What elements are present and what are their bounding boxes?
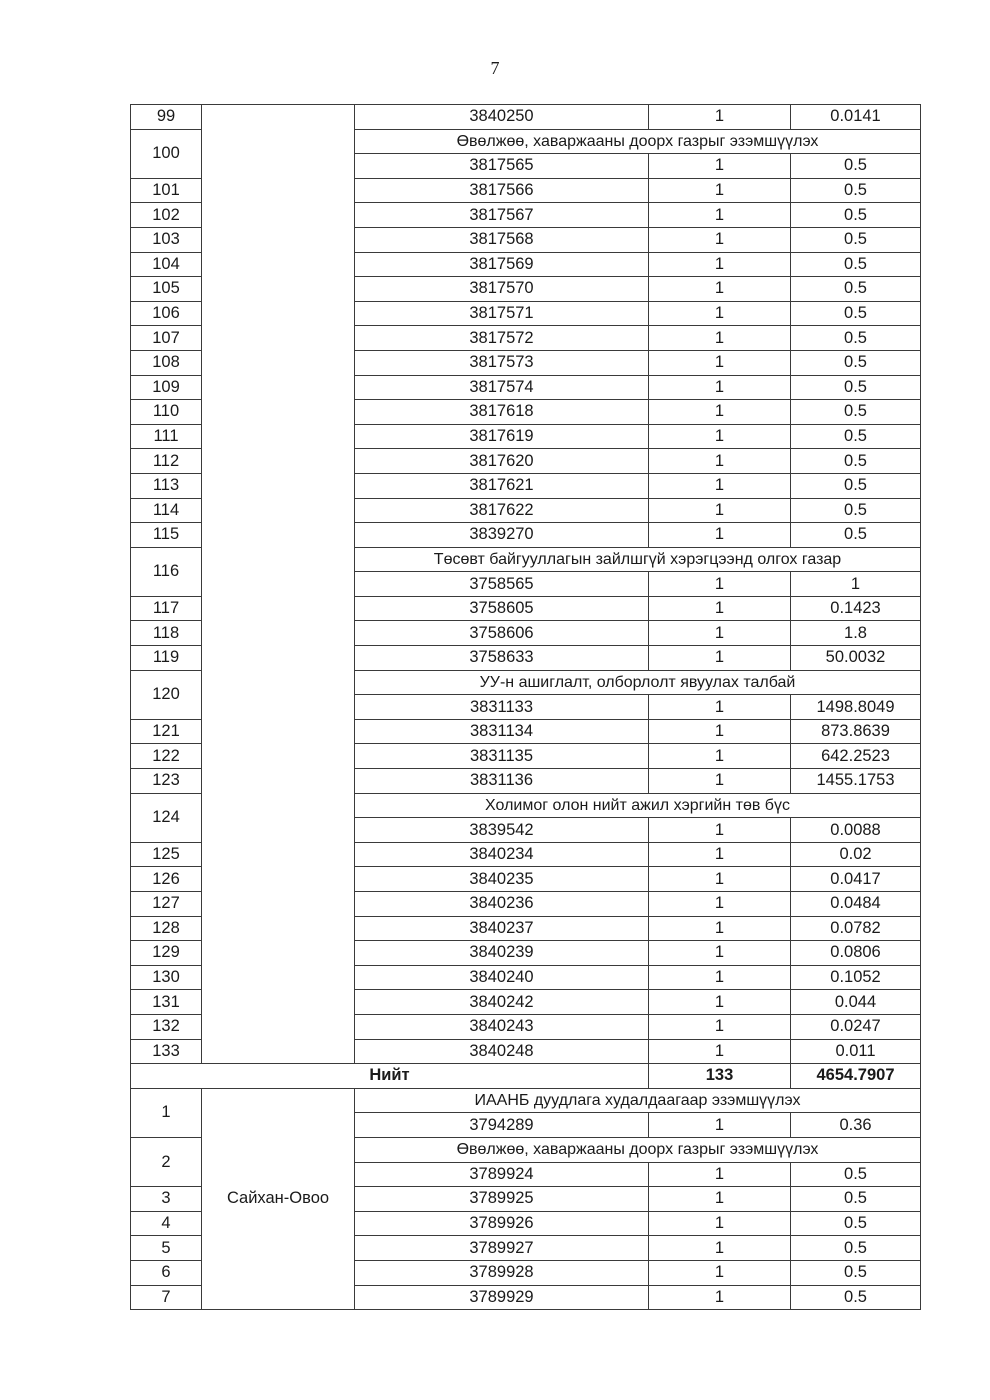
parcel-count: 1 — [649, 449, 791, 474]
parcel-count: 1 — [649, 277, 791, 302]
parcel-id: 3758565 — [355, 572, 649, 597]
parcel-count: 1 — [649, 1211, 791, 1236]
row-number: 117 — [131, 596, 202, 621]
parcel-count: 1 — [649, 473, 791, 498]
parcel-id: 3817570 — [355, 277, 649, 302]
parcel-id: 3817574 — [355, 375, 649, 400]
parcel-id: 3839542 — [355, 818, 649, 843]
category-header: ИААНБ дуудлага худалдаагаар эзэмшүүлэх — [355, 1088, 921, 1113]
parcel-area: 0.36 — [791, 1113, 921, 1138]
row-number: 118 — [131, 621, 202, 646]
parcel-count: 1 — [649, 1162, 791, 1187]
parcel-count: 1 — [649, 646, 791, 671]
parcel-id: 3840235 — [355, 867, 649, 892]
row-number: 113 — [131, 473, 202, 498]
district-name — [202, 105, 355, 1064]
parcel-area: 0.011 — [791, 1039, 921, 1064]
parcel-id: 3831133 — [355, 695, 649, 720]
land-register-table — [130, 104, 921, 1310]
category-header: Төсөвт байгууллагын зайлшгүй хэрэгцээнд олгох газар — [355, 547, 921, 572]
parcel-count: 1 — [649, 596, 791, 621]
parcel-area: 0.5 — [791, 424, 921, 449]
parcel-id: 3840234 — [355, 842, 649, 867]
parcel-area: 0.5 — [791, 154, 921, 179]
parcel-id: 3840243 — [355, 1014, 649, 1039]
parcel-area: 0.5 — [791, 301, 921, 326]
parcel-id: 3831134 — [355, 719, 649, 744]
row-number: 103 — [131, 227, 202, 252]
parcel-count: 1 — [649, 892, 791, 917]
row-number: 112 — [131, 449, 202, 474]
row-number: 6 — [131, 1260, 202, 1285]
parcel-id: 3831135 — [355, 744, 649, 769]
parcel-area: 0.0806 — [791, 941, 921, 966]
parcel-area: 0.5 — [791, 449, 921, 474]
parcel-id: 3817618 — [355, 400, 649, 425]
parcel-area: 1 — [791, 572, 921, 597]
parcel-count: 1 — [649, 621, 791, 646]
parcel-area: 0.5 — [791, 178, 921, 203]
row-number: 106 — [131, 301, 202, 326]
row-number: 114 — [131, 498, 202, 523]
parcel-area: 0.5 — [791, 523, 921, 548]
row-number: 129 — [131, 941, 202, 966]
row-number: 124 — [131, 793, 202, 842]
row-number: 115 — [131, 523, 202, 548]
row-number: 110 — [131, 400, 202, 425]
row-number: 4 — [131, 1211, 202, 1236]
parcel-id: 3789924 — [355, 1162, 649, 1187]
total-area: 4654.7907 — [791, 1064, 921, 1089]
parcel-id: 3817565 — [355, 154, 649, 179]
parcel-id: 3840240 — [355, 965, 649, 990]
parcel-id: 3817567 — [355, 203, 649, 228]
parcel-count: 1 — [649, 1285, 791, 1310]
row-number: 122 — [131, 744, 202, 769]
parcel-id: 3817571 — [355, 301, 649, 326]
row-number: 108 — [131, 350, 202, 375]
parcel-id: 3817572 — [355, 326, 649, 351]
parcel-count: 1 — [649, 842, 791, 867]
row-number: 100 — [131, 129, 202, 178]
parcel-count: 1 — [649, 1187, 791, 1212]
table-row — [131, 105, 921, 130]
parcel-id: 3758605 — [355, 596, 649, 621]
parcel-id: 3817566 — [355, 178, 649, 203]
row-number: 7 — [131, 1285, 202, 1310]
parcel-id: 3831136 — [355, 769, 649, 794]
row-number: 102 — [131, 203, 202, 228]
page-number: 7 — [490, 58, 500, 78]
parcel-area: 0.5 — [791, 252, 921, 277]
parcel-area: 0.5 — [791, 400, 921, 425]
parcel-area: 1455.1753 — [791, 769, 921, 794]
parcel-area: 0.02 — [791, 842, 921, 867]
parcel-area: 0.5 — [791, 350, 921, 375]
parcel-area: 0.1423 — [791, 596, 921, 621]
parcel-area: 0.5 — [791, 375, 921, 400]
total-count: 133 — [649, 1064, 791, 1089]
parcel-id: 3789927 — [355, 1236, 649, 1261]
parcel-count: 1 — [649, 350, 791, 375]
parcel-area: 0.5 — [791, 498, 921, 523]
row-number: 120 — [131, 670, 202, 719]
parcel-area: 0.5 — [791, 1285, 921, 1310]
parcel-id: 3817621 — [355, 473, 649, 498]
parcel-area: 0.5 — [791, 1211, 921, 1236]
row-number: 107 — [131, 326, 202, 351]
parcel-count: 1 — [649, 572, 791, 597]
parcel-area: 0.0141 — [791, 105, 921, 130]
total-row — [131, 1064, 921, 1089]
row-number: 131 — [131, 990, 202, 1015]
row-number: 99 — [131, 105, 202, 130]
parcel-area: 0.1052 — [791, 965, 921, 990]
row-number: 104 — [131, 252, 202, 277]
parcel-area: 1.8 — [791, 621, 921, 646]
parcel-count: 1 — [649, 154, 791, 179]
parcel-id: 3840242 — [355, 990, 649, 1015]
parcel-id: 3840250 — [355, 105, 649, 130]
parcel-area: 1498.8049 — [791, 695, 921, 720]
parcel-count: 1 — [649, 326, 791, 351]
parcel-id: 3817622 — [355, 498, 649, 523]
parcel-area: 642.2523 — [791, 744, 921, 769]
parcel-count: 1 — [649, 990, 791, 1015]
parcel-count: 1 — [649, 769, 791, 794]
parcel-id: 3789926 — [355, 1211, 649, 1236]
parcel-count: 1 — [649, 695, 791, 720]
parcel-id: 3840236 — [355, 892, 649, 917]
parcel-id: 3817620 — [355, 449, 649, 474]
row-number: 101 — [131, 178, 202, 203]
parcel-id: 3758606 — [355, 621, 649, 646]
parcel-area: 0.5 — [791, 227, 921, 252]
parcel-area: 0.0417 — [791, 867, 921, 892]
parcel-id: 3789925 — [355, 1187, 649, 1212]
parcel-count: 1 — [649, 1113, 791, 1138]
parcel-count: 1 — [649, 1260, 791, 1285]
row-number: 125 — [131, 842, 202, 867]
parcel-count: 1 — [649, 1039, 791, 1064]
parcel-area: 0.0484 — [791, 892, 921, 917]
parcel-id: 3840237 — [355, 916, 649, 941]
parcel-count: 1 — [649, 178, 791, 203]
parcel-id: 3817573 — [355, 350, 649, 375]
row-number: 130 — [131, 965, 202, 990]
row-number: 127 — [131, 892, 202, 917]
category-header: УУ-н ашиглалт, олборлолт явуулах талбай — [355, 670, 921, 695]
parcel-count: 1 — [649, 916, 791, 941]
parcel-area: 50.0032 — [791, 646, 921, 671]
parcel-count: 1 — [649, 498, 791, 523]
parcel-area: 0.5 — [791, 203, 921, 228]
parcel-area: 0.044 — [791, 990, 921, 1015]
row-number: 123 — [131, 769, 202, 794]
parcel-area: 0.0782 — [791, 916, 921, 941]
parcel-area: 873.8639 — [791, 719, 921, 744]
parcel-area: 0.5 — [791, 1187, 921, 1212]
parcel-count: 1 — [649, 375, 791, 400]
parcel-area: 0.5 — [791, 277, 921, 302]
row-number: 133 — [131, 1039, 202, 1064]
parcel-count: 1 — [649, 105, 791, 130]
parcel-area: 0.0088 — [791, 818, 921, 843]
total-label: Нийт — [131, 1064, 649, 1089]
parcel-id: 3817619 — [355, 424, 649, 449]
row-number: 109 — [131, 375, 202, 400]
category-header: Өвөлжөө, хаваржааны доорх газрыг эзэмшүүлэх — [355, 1137, 921, 1162]
parcel-id: 3789928 — [355, 1260, 649, 1285]
parcel-count: 1 — [649, 1014, 791, 1039]
parcel-id: 3840239 — [355, 941, 649, 966]
row-number: 132 — [131, 1014, 202, 1039]
row-number: 116 — [131, 547, 202, 596]
row-number: 126 — [131, 867, 202, 892]
parcel-count: 1 — [649, 400, 791, 425]
row-number: 3 — [131, 1187, 202, 1212]
parcel-id: 3758633 — [355, 646, 649, 671]
parcel-count: 1 — [649, 965, 791, 990]
parcel-count: 1 — [649, 719, 791, 744]
parcel-count: 1 — [649, 252, 791, 277]
parcel-count: 1 — [649, 867, 791, 892]
parcel-area: 0.5 — [791, 473, 921, 498]
parcel-count: 1 — [649, 941, 791, 966]
parcel-count: 1 — [649, 203, 791, 228]
parcel-count: 1 — [649, 227, 791, 252]
row-number: 111 — [131, 424, 202, 449]
parcel-id: 3817569 — [355, 252, 649, 277]
parcel-id: 3840248 — [355, 1039, 649, 1064]
row-number: 2 — [131, 1137, 202, 1186]
group-header-row — [131, 1088, 921, 1113]
parcel-count: 1 — [649, 523, 791, 548]
parcel-id: 3794289 — [355, 1113, 649, 1138]
row-number: 1 — [131, 1088, 202, 1137]
parcel-area: 0.5 — [791, 1236, 921, 1261]
category-header: Өвөлжөө, хаваржааны доорх газрыг эзэмшүүлэх — [355, 129, 921, 154]
parcel-count: 1 — [649, 424, 791, 449]
row-number: 128 — [131, 916, 202, 941]
parcel-count: 1 — [649, 1236, 791, 1261]
parcel-area: 0.5 — [791, 1260, 921, 1285]
parcel-id: 3789929 — [355, 1285, 649, 1310]
row-number: 105 — [131, 277, 202, 302]
row-number: 119 — [131, 646, 202, 671]
parcel-area: 0.5 — [791, 1162, 921, 1187]
row-number: 5 — [131, 1236, 202, 1261]
row-number: 121 — [131, 719, 202, 744]
parcel-count: 1 — [649, 301, 791, 326]
parcel-id: 3839270 — [355, 523, 649, 548]
parcel-id: 3817568 — [355, 227, 649, 252]
parcel-area: 0.5 — [791, 326, 921, 351]
parcel-count: 1 — [649, 744, 791, 769]
district-name: Сайхан-Овоо — [202, 1088, 355, 1309]
category-header: Холимог олон нийт ажил хэргийн төв бүс — [355, 793, 921, 818]
parcel-count: 1 — [649, 818, 791, 843]
parcel-area: 0.0247 — [791, 1014, 921, 1039]
